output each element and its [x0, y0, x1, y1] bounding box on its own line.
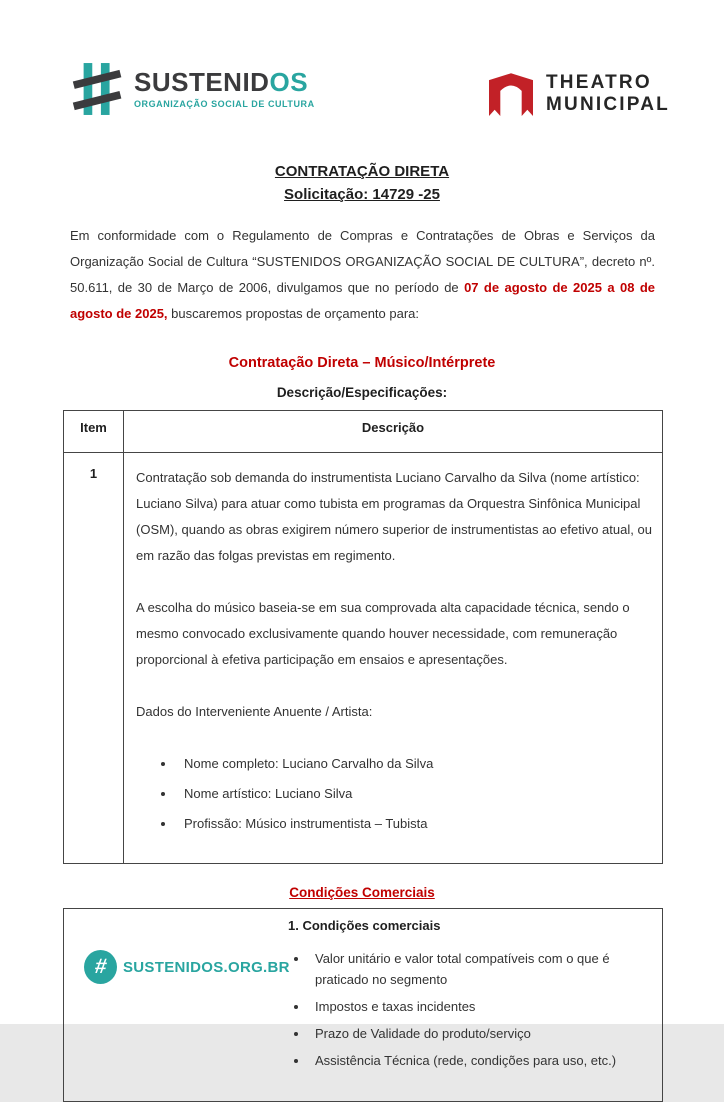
- list-item-nome-artistico: • Nome artístico: Luciano Silva: [176, 781, 652, 807]
- theatro-logo-line2: MUNICIPAL: [546, 94, 670, 115]
- theatro-logo-line1: THEATRO: [546, 71, 652, 93]
- list-item-assistencia: • Assistência Técnica (rede, condições para uso, etc.): [309, 1050, 652, 1071]
- title-line-solicitacao: Solicitação: 14729 -25: [284, 186, 440, 203]
- list-item-profissao: • Profissão: Músico instrumentista – Tubista: [176, 811, 652, 837]
- sustenidos-hash-icon: [74, 60, 124, 118]
- commercial-conditions-heading: Condições Comerciais: [289, 885, 435, 900]
- table-row: [64, 453, 663, 864]
- title-line-contratacao: CONTRATAÇÃO DIRETA: [274, 163, 450, 180]
- intro-text-start: Em conformidade com o Regulamento de Compras e Contratações de Obras e Serviços da Organização Social de Cultura “SUSTENIDOS ORGANIZAÇÃO SOCIAL DE CULTURA”, decreto nº. 50.611, de 30 de Março de 2006, divulgamos que no período de: [70, 228, 655, 295]
- footer-website-url: SUSTENIDOS.ORG.BR: [123, 959, 290, 976]
- theatro-arch-icon: [489, 70, 533, 118]
- table-header-item: Item: [64, 411, 124, 453]
- commercial-conditions-box: [63, 908, 663, 1102]
- intro-text-end: buscaremos propostas de orçamento para:: [167, 306, 420, 321]
- sustenidos-name-dark: SUSTENID: [134, 67, 270, 97]
- list-item-valor: • Valor unitário e valor total compatíveis com o que é praticado no segmento: [309, 948, 652, 990]
- spec-heading: Descrição/Especificações:: [276, 385, 448, 400]
- table-header-descricao: Descrição: [124, 411, 663, 453]
- sustenidos-logo-name: [134, 69, 315, 95]
- description-paragraph-2: A escolha do músico baseia-se em sua comprovada alta capacidade técnica, sendo o mesmo convocado exclusivamente quando houver necessidade, com remuneração proporcional à efetiva participação em ensaios e apresentações.: [136, 600, 630, 667]
- sustenidos-logo-text: [134, 69, 315, 109]
- theatro-municipal-logo: [489, 70, 670, 118]
- list-item-impostos: • Impostos e taxas incidentes: [309, 996, 652, 1017]
- table-cell-description: [124, 453, 663, 864]
- commercial-conditions-list: [286, 948, 652, 1071]
- table-header-row: [64, 411, 663, 453]
- list-item-nome-completo: • Nome completo: Luciano Carvalho da Silva: [176, 751, 652, 777]
- list-item-prazo: • Prazo de Validade do produto/serviço: [309, 1023, 652, 1044]
- table-cell-item-number: 1: [64, 453, 124, 864]
- theatro-logo-text: [546, 72, 670, 117]
- sustenidos-footer-hash-icon: #: [84, 950, 117, 984]
- specification-table: [63, 410, 663, 864]
- description-paragraph-1: Contratação sob demanda do instrumentista Luciano Carvalho da Silva (nome artístico: Luciano Silva) para atuar como tubista em programas da Orquestra Sinfônica Municipal (OSM), quando as obras exigirem número superior de instrumentistas ao efetivo atual, ou em razão das folgas previstas em regimento.: [136, 470, 652, 563]
- sustenidos-name-teal: OS: [269, 67, 309, 97]
- intro-date-range: 07 de agosto de 2025 a 08 de agosto de 2025,: [70, 280, 655, 321]
- intro-paragraph: [70, 223, 655, 327]
- commercial-box-title: 1. Condições comerciais: [288, 918, 441, 933]
- sustenidos-tagline: ORGANIZAÇÃO SOCIAL DE CULTURA: [134, 99, 315, 109]
- sustenidos-logo: [74, 60, 315, 118]
- artist-data-list: [136, 751, 652, 837]
- section-heading-contratacao-direta: Contratação Direta – Músico/Intérprete: [228, 355, 496, 371]
- description-paragraph-3: Dados do Interveniente Anuente / Artista:: [136, 704, 373, 719]
